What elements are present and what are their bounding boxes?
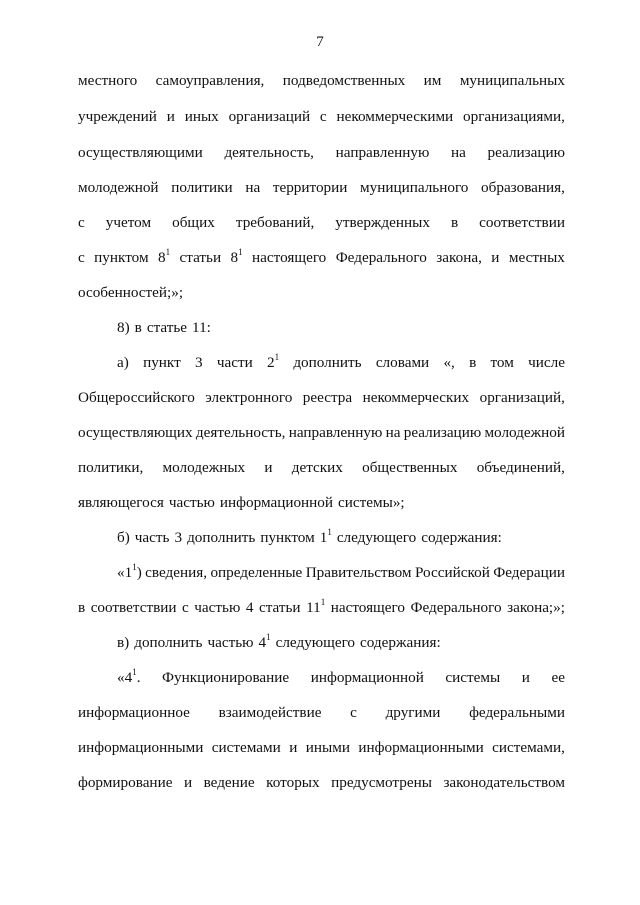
- superscript-one: 1: [238, 246, 243, 257]
- word: и: [264, 459, 273, 476]
- word: 3: [194, 354, 203, 371]
- word: на: [245, 179, 261, 196]
- word: в: [134, 319, 142, 336]
- word: и: [491, 249, 500, 266]
- word: следующего: [336, 529, 417, 546]
- word: частью: [168, 494, 215, 511]
- word: Федерального: [335, 249, 427, 266]
- word: осуществляющих: [78, 424, 193, 441]
- word: статьи: [258, 599, 301, 616]
- word: словами: [375, 354, 430, 371]
- superscript-one: 1: [327, 526, 332, 537]
- word: информационное: [78, 704, 190, 721]
- text-line: [78, 178, 565, 198]
- word: соответствии: [90, 599, 177, 616]
- word: и: [166, 108, 175, 125]
- word: «$4^1$.: [117, 666, 141, 686]
- text-line: [78, 738, 565, 758]
- word: являющегося: [78, 494, 164, 511]
- word: реализацию: [487, 144, 565, 161]
- word: системами,: [492, 739, 565, 756]
- word: дополнить: [293, 354, 362, 371]
- word: Правительством: [305, 564, 412, 581]
- word: с: [78, 249, 85, 266]
- text-line: [117, 633, 565, 653]
- word: особенностей;»;: [78, 284, 184, 301]
- word: часть: [134, 529, 170, 546]
- word: молодежной: [484, 424, 565, 441]
- word: системы»;: [338, 494, 405, 511]
- word: ведение: [203, 774, 255, 791]
- word: определенные: [210, 564, 303, 581]
- word: предусмотрены: [331, 774, 432, 791]
- word: деятельность,: [224, 144, 314, 161]
- word: дополнить: [134, 634, 203, 651]
- text-line: [78, 213, 565, 233]
- word: системами: [211, 739, 281, 756]
- text-line: [78, 283, 565, 303]
- word: организаций: [228, 108, 311, 125]
- word: Федерации: [493, 564, 565, 581]
- word: в: [78, 599, 86, 616]
- word: $1^1$: [319, 526, 332, 546]
- word: и: [183, 774, 193, 791]
- word: Федерального: [410, 599, 502, 616]
- word: которых: [266, 774, 320, 791]
- word: муниципального: [360, 179, 469, 196]
- word: общественных: [362, 459, 458, 476]
- word: частью: [207, 634, 254, 651]
- word: осуществляющими: [78, 144, 203, 161]
- text-line: [78, 598, 565, 618]
- word: с: [78, 214, 85, 231]
- word: некоммерческими: [336, 108, 454, 125]
- text-line: [117, 528, 565, 548]
- word: общих: [172, 214, 215, 231]
- word: и: [521, 669, 530, 686]
- word: на: [385, 424, 401, 441]
- word: системы: [445, 669, 501, 686]
- superscript-one: 1: [165, 246, 171, 257]
- word: том: [490, 354, 514, 371]
- word: формирование: [78, 774, 173, 791]
- word: «,: [443, 354, 455, 371]
- word: местного: [78, 72, 138, 89]
- text-line: [78, 458, 565, 478]
- word: Функционирование: [162, 669, 290, 686]
- word: направленную: [335, 144, 430, 161]
- text-line: [117, 318, 565, 338]
- word: иными: [305, 739, 350, 756]
- superscript-one: 1: [274, 351, 280, 362]
- word: деятельность,: [195, 424, 286, 441]
- text-line: [78, 493, 565, 513]
- word: пунктом: [260, 529, 315, 546]
- text-line: [78, 423, 565, 443]
- word: законодательством: [443, 774, 565, 791]
- word: учреждений: [78, 108, 157, 125]
- superscript-one: 1: [320, 596, 326, 607]
- word: а): [117, 354, 129, 371]
- word: другими: [385, 704, 441, 721]
- word: $11^1$: [306, 596, 326, 616]
- word: организациями,: [463, 108, 565, 125]
- word: местных: [508, 249, 565, 266]
- word: политики,: [78, 459, 144, 476]
- word: с: [319, 108, 327, 125]
- word: некоммерческих: [362, 389, 470, 406]
- word: закона;»;: [507, 599, 565, 616]
- superscript-one: 1: [132, 666, 137, 677]
- word: частью: [194, 599, 241, 616]
- word: электронного: [205, 389, 293, 406]
- word: соответствии: [479, 214, 565, 231]
- text-line: [78, 248, 565, 268]
- word: числе: [528, 354, 565, 371]
- text-line: [117, 668, 565, 688]
- word: содержания:: [421, 529, 502, 546]
- text-line: [78, 143, 565, 163]
- word: б): [117, 529, 130, 546]
- word: пунктом: [94, 249, 149, 266]
- word: 11:: [192, 319, 211, 336]
- word: учетом: [105, 214, 152, 231]
- word: объединений,: [476, 459, 565, 476]
- text-line: [78, 71, 565, 91]
- word: 3: [174, 529, 183, 546]
- word: статье: [146, 319, 188, 336]
- word: с: [182, 599, 189, 616]
- word: в: [450, 214, 459, 231]
- word: реестра: [302, 389, 353, 406]
- text-line: [117, 353, 565, 373]
- word: 4: [245, 599, 254, 616]
- word: муниципальных: [459, 72, 565, 89]
- word: содержания:: [360, 634, 441, 651]
- word: на: [450, 144, 466, 161]
- text-line: [78, 773, 565, 793]
- word: взаимодействие: [218, 704, 322, 721]
- word: $8^1$: [230, 246, 243, 266]
- word: образования,: [481, 179, 565, 196]
- word: $8^1$: [157, 246, 171, 266]
- page-number: 7: [316, 34, 324, 50]
- word: дополнить: [187, 529, 256, 546]
- word: части: [216, 354, 253, 371]
- word: Российской: [414, 564, 490, 581]
- word: политики: [171, 179, 233, 196]
- word: пункт: [143, 354, 181, 371]
- word: подведомственных: [282, 72, 406, 89]
- word: реализацию: [403, 424, 482, 441]
- word: организаций,: [479, 389, 565, 406]
- word: ее: [551, 669, 565, 686]
- word: Общероссийского: [78, 389, 195, 406]
- text-line: [78, 107, 565, 127]
- word: информационными: [78, 739, 204, 756]
- word: утвержденных: [335, 214, 430, 231]
- word: сведения,: [145, 564, 208, 581]
- word: федеральными: [469, 704, 565, 721]
- text-line: [117, 563, 565, 583]
- word: и: [289, 739, 298, 756]
- word: детских: [291, 459, 343, 476]
- word: им: [423, 72, 442, 89]
- word: требований,: [235, 214, 315, 231]
- word: молодежной: [78, 179, 159, 196]
- word: $4^1$: [258, 631, 271, 651]
- word: в: [469, 354, 477, 371]
- word: следующего: [275, 634, 356, 651]
- word: с: [350, 704, 357, 721]
- text-line: [78, 703, 565, 723]
- word: молодежных: [162, 459, 246, 476]
- word: $2^1$: [266, 351, 280, 371]
- word: территории: [272, 179, 348, 196]
- text-line: [78, 388, 565, 408]
- word: информационной: [219, 494, 334, 511]
- superscript-one: 1: [132, 561, 137, 572]
- word: в): [117, 634, 130, 651]
- word: закона,: [436, 249, 482, 266]
- word: иных: [184, 108, 219, 125]
- word: настоящего: [330, 599, 405, 616]
- word: «$1^1$): [117, 561, 142, 581]
- word: информационной: [310, 669, 424, 686]
- superscript-one: 1: [266, 631, 271, 642]
- word: 8): [117, 319, 130, 336]
- word: статьи: [179, 249, 222, 266]
- word: настоящего: [252, 249, 327, 266]
- word: направленную: [288, 424, 383, 441]
- word: самоуправления,: [155, 72, 265, 89]
- word: информационными: [358, 739, 484, 756]
